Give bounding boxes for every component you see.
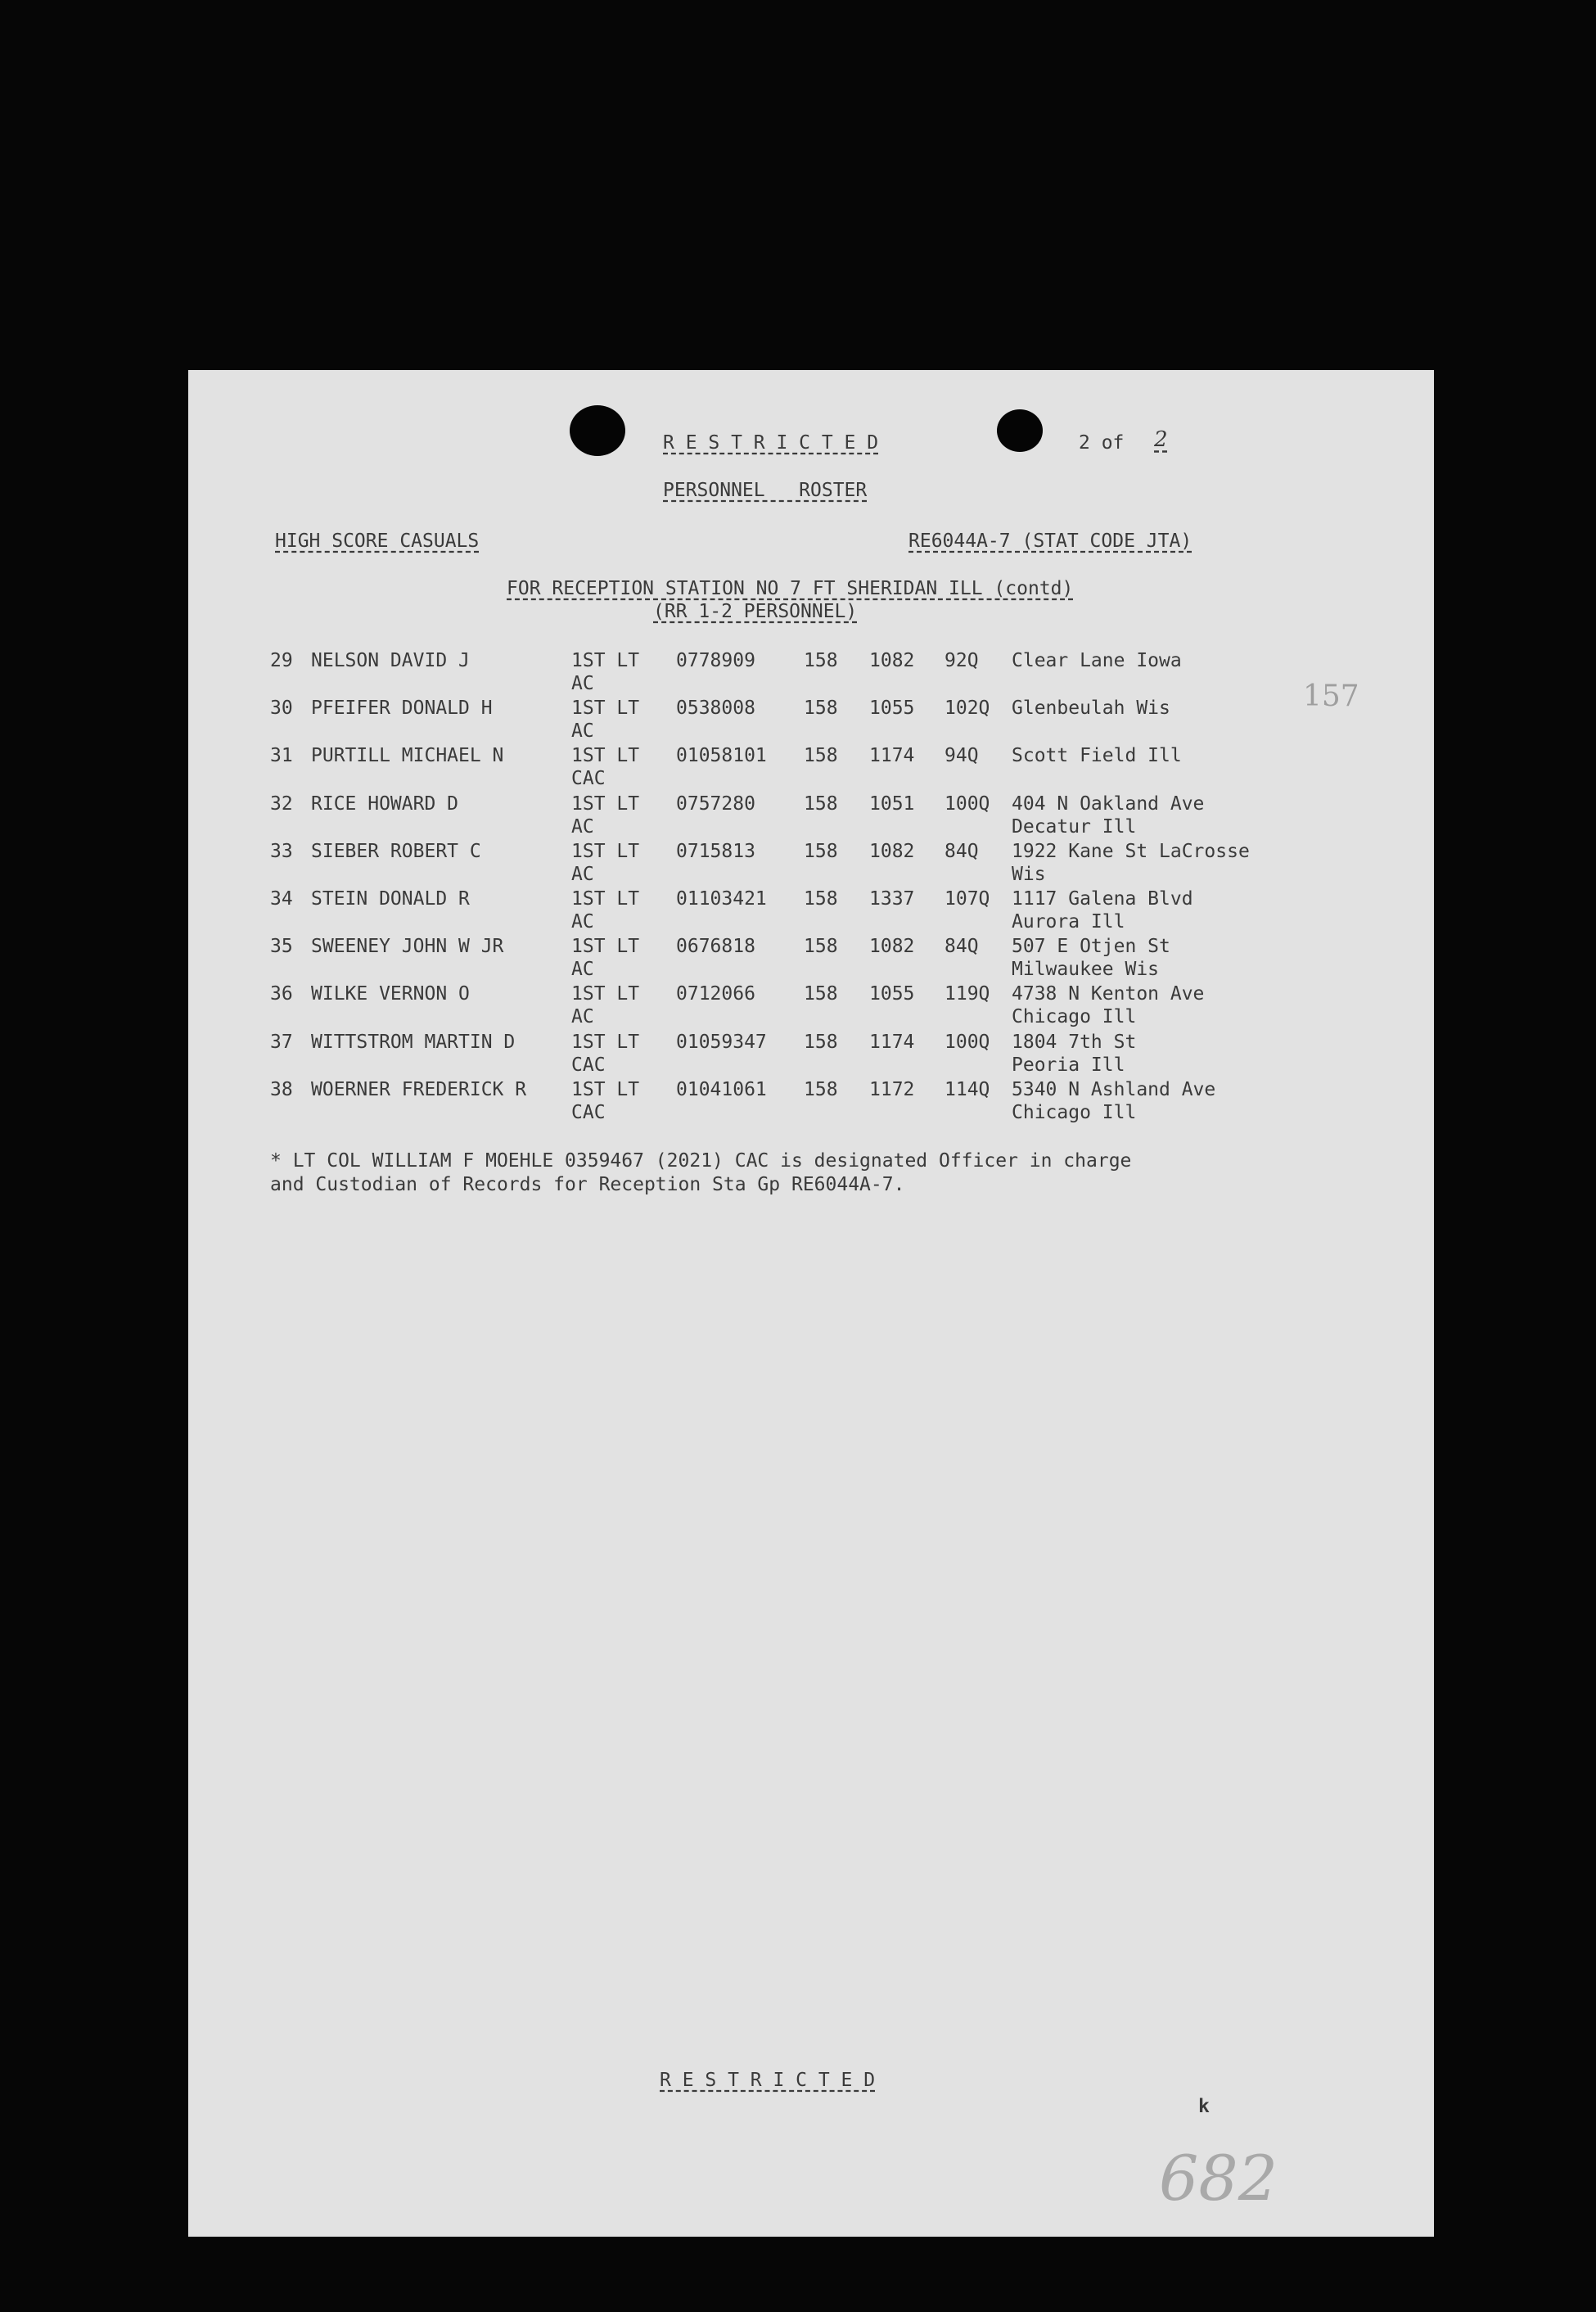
right-caption: RE6044A-7 (STAT CODE JTA)	[908, 531, 1192, 552]
field-code-2: 1082	[869, 936, 915, 958]
branch: AC	[571, 863, 594, 885]
address-line-1: 1804 7th St	[1012, 1031, 1137, 1053]
serial-number: 01058101	[676, 745, 767, 767]
field-code-1: 158	[804, 936, 838, 958]
officer-name: RICE HOWARD D	[311, 792, 459, 815]
handwritten-number: 682	[1159, 2142, 1278, 2215]
address-line-1: Scott Field Ill	[1012, 745, 1182, 767]
ink-blot-left	[570, 405, 625, 456]
row-number: 31	[270, 745, 293, 767]
address-line-2: Aurora Ill	[1012, 911, 1125, 932]
score: 100Q	[945, 792, 990, 815]
field-code-1: 158	[804, 840, 838, 862]
field-code-2: 1337	[869, 888, 915, 910]
score: 107Q	[945, 888, 990, 910]
serial-number: 0757280	[676, 792, 755, 815]
address-line-1: 507 E Otjen St	[1012, 936, 1170, 958]
rank: 1ST LT	[571, 698, 640, 720]
officer-name: WITTSTROM MARTIN D	[311, 1031, 516, 1053]
officer-name: SIEBER ROBERT C	[311, 840, 481, 862]
address-line-1: 404 N Oakland Ave	[1012, 792, 1205, 815]
rank: 1ST LT	[571, 745, 640, 767]
page-stamp-number: 157	[1303, 680, 1359, 713]
row-number: 29	[270, 650, 293, 671]
table-row	[188, 650, 1434, 699]
address-line-2: Chicago Ill	[1012, 1101, 1137, 1123]
branch: AC	[571, 959, 594, 981]
score: 84Q	[945, 840, 979, 862]
branch: AC	[571, 911, 594, 932]
table-row	[188, 888, 1434, 937]
row-number: 35	[270, 936, 293, 958]
rank: 1ST LT	[571, 1031, 640, 1053]
row-number: 37	[270, 1031, 293, 1053]
page-label: 2 of	[1079, 432, 1125, 454]
score: 119Q	[945, 983, 990, 1005]
table-row	[188, 745, 1434, 794]
rank: 1ST LT	[571, 840, 640, 862]
address-line-2: Wis	[1012, 863, 1046, 885]
address-line-2: Chicago Ill	[1012, 1006, 1137, 1028]
address-line-1: 5340 N Ashland Ave	[1012, 1078, 1216, 1100]
document-page	[188, 370, 1434, 2237]
serial-number: 0676818	[676, 936, 755, 958]
roster-title: PERSONNEL ROSTER	[663, 480, 868, 501]
address-line-1: Glenbeulah Wis	[1012, 698, 1170, 720]
classification-bottom: R E S T R I C T E D	[660, 2070, 876, 2091]
branch: CAC	[571, 768, 606, 790]
officer-name: WOERNER FREDERICK R	[311, 1078, 527, 1100]
serial-number: 01041061	[676, 1078, 767, 1100]
table-row	[188, 936, 1434, 985]
officer-name: WILKE VERNON O	[311, 983, 470, 1005]
officer-name: SWEENEY JOHN W JR	[311, 936, 504, 958]
ink-blot-right	[997, 409, 1043, 452]
field-code-2: 1172	[869, 1078, 915, 1100]
rank: 1ST LT	[571, 888, 640, 910]
branch: AC	[571, 815, 594, 838]
address-line-1: 1922 Kane St LaCrosse	[1012, 840, 1250, 862]
score: 92Q	[945, 650, 979, 671]
field-code-2: 1174	[869, 745, 915, 767]
address-line-1: 1117 Galena Blvd	[1012, 888, 1193, 910]
field-code-1: 158	[804, 650, 838, 671]
address-line-2: Milwaukee Wis	[1012, 959, 1160, 981]
serial-number: 0715813	[676, 840, 755, 862]
officer-name: PFEIFER DONALD H	[311, 698, 493, 720]
branch: AC	[571, 720, 594, 743]
field-code-2: 1174	[869, 1031, 915, 1053]
officer-name: STEIN DONALD R	[311, 888, 470, 910]
left-caption: HIGH SCORE CASUALS	[275, 531, 480, 552]
small-mark: k	[1198, 2096, 1210, 2117]
serial-number: 01059347	[676, 1031, 767, 1053]
field-code-2: 1082	[869, 650, 915, 671]
table-row	[188, 793, 1434, 842]
field-code-2: 1051	[869, 792, 915, 815]
row-number: 34	[270, 888, 293, 910]
field-code-2: 1082	[869, 840, 915, 862]
page-total: 2	[1154, 427, 1168, 452]
branch: CAC	[571, 1054, 606, 1076]
station-line-1: FOR RECEPTION STATION NO 7 FT SHERIDAN ILL (contd)	[507, 578, 1074, 599]
table-row	[188, 1032, 1434, 1081]
field-code-1: 158	[804, 745, 838, 767]
table-row	[188, 841, 1434, 890]
field-code-1: 158	[804, 1031, 838, 1053]
address-line-1: Clear Lane Iowa	[1012, 650, 1182, 671]
serial-number: 0778909	[676, 650, 755, 671]
table-row	[188, 698, 1434, 747]
officer-name: PURTILL MICHAEL N	[311, 745, 504, 767]
branch: CAC	[571, 1101, 606, 1123]
serial-number: 0538008	[676, 698, 755, 720]
row-number: 32	[270, 792, 293, 815]
address-line-2: Peoria Ill	[1012, 1054, 1125, 1076]
row-number: 36	[270, 983, 293, 1005]
field-code-1: 158	[804, 698, 838, 720]
score: 102Q	[945, 698, 990, 720]
footnote-line-1: * LT COL WILLIAM F MOEHLE 0359467 (2021) CAC is designated Officer in charge	[270, 1150, 1132, 1172]
field-code-1: 158	[804, 983, 838, 1005]
footnote	[270, 1149, 1131, 1197]
table-row	[188, 983, 1434, 1032]
field-code-2: 1055	[869, 698, 915, 720]
row-number: 30	[270, 698, 293, 720]
row-number: 38	[270, 1078, 293, 1100]
rank: 1ST LT	[571, 650, 640, 671]
classification-top: R E S T R I C T E D	[663, 432, 879, 454]
score: 94Q	[945, 745, 979, 767]
field-code-1: 158	[804, 792, 838, 815]
footnote-line-2: and Custodian of Records for Reception Sta Gp RE6044A-7.	[270, 1174, 905, 1195]
address-line-2: Decatur Ill	[1012, 815, 1137, 838]
branch: AC	[571, 1006, 594, 1028]
rank: 1ST LT	[571, 1078, 640, 1100]
score: 100Q	[945, 1031, 990, 1053]
row-number: 33	[270, 840, 293, 862]
rank: 1ST LT	[571, 983, 640, 1005]
table-row	[188, 1079, 1434, 1128]
serial-number: 0712066	[676, 983, 755, 1005]
officer-name: NELSON DAVID J	[311, 650, 470, 671]
address-line-1: 4738 N Kenton Ave	[1012, 983, 1205, 1005]
score: 114Q	[945, 1078, 990, 1100]
field-code-1: 158	[804, 888, 838, 910]
field-code-2: 1055	[869, 983, 915, 1005]
field-code-1: 158	[804, 1078, 838, 1100]
rank: 1ST LT	[571, 936, 640, 958]
station-line-2: (RR 1-2 PERSONNEL)	[653, 601, 858, 622]
branch: AC	[571, 673, 594, 694]
serial-number: 01103421	[676, 888, 767, 910]
score: 84Q	[945, 936, 979, 958]
rank: 1ST LT	[571, 792, 640, 815]
